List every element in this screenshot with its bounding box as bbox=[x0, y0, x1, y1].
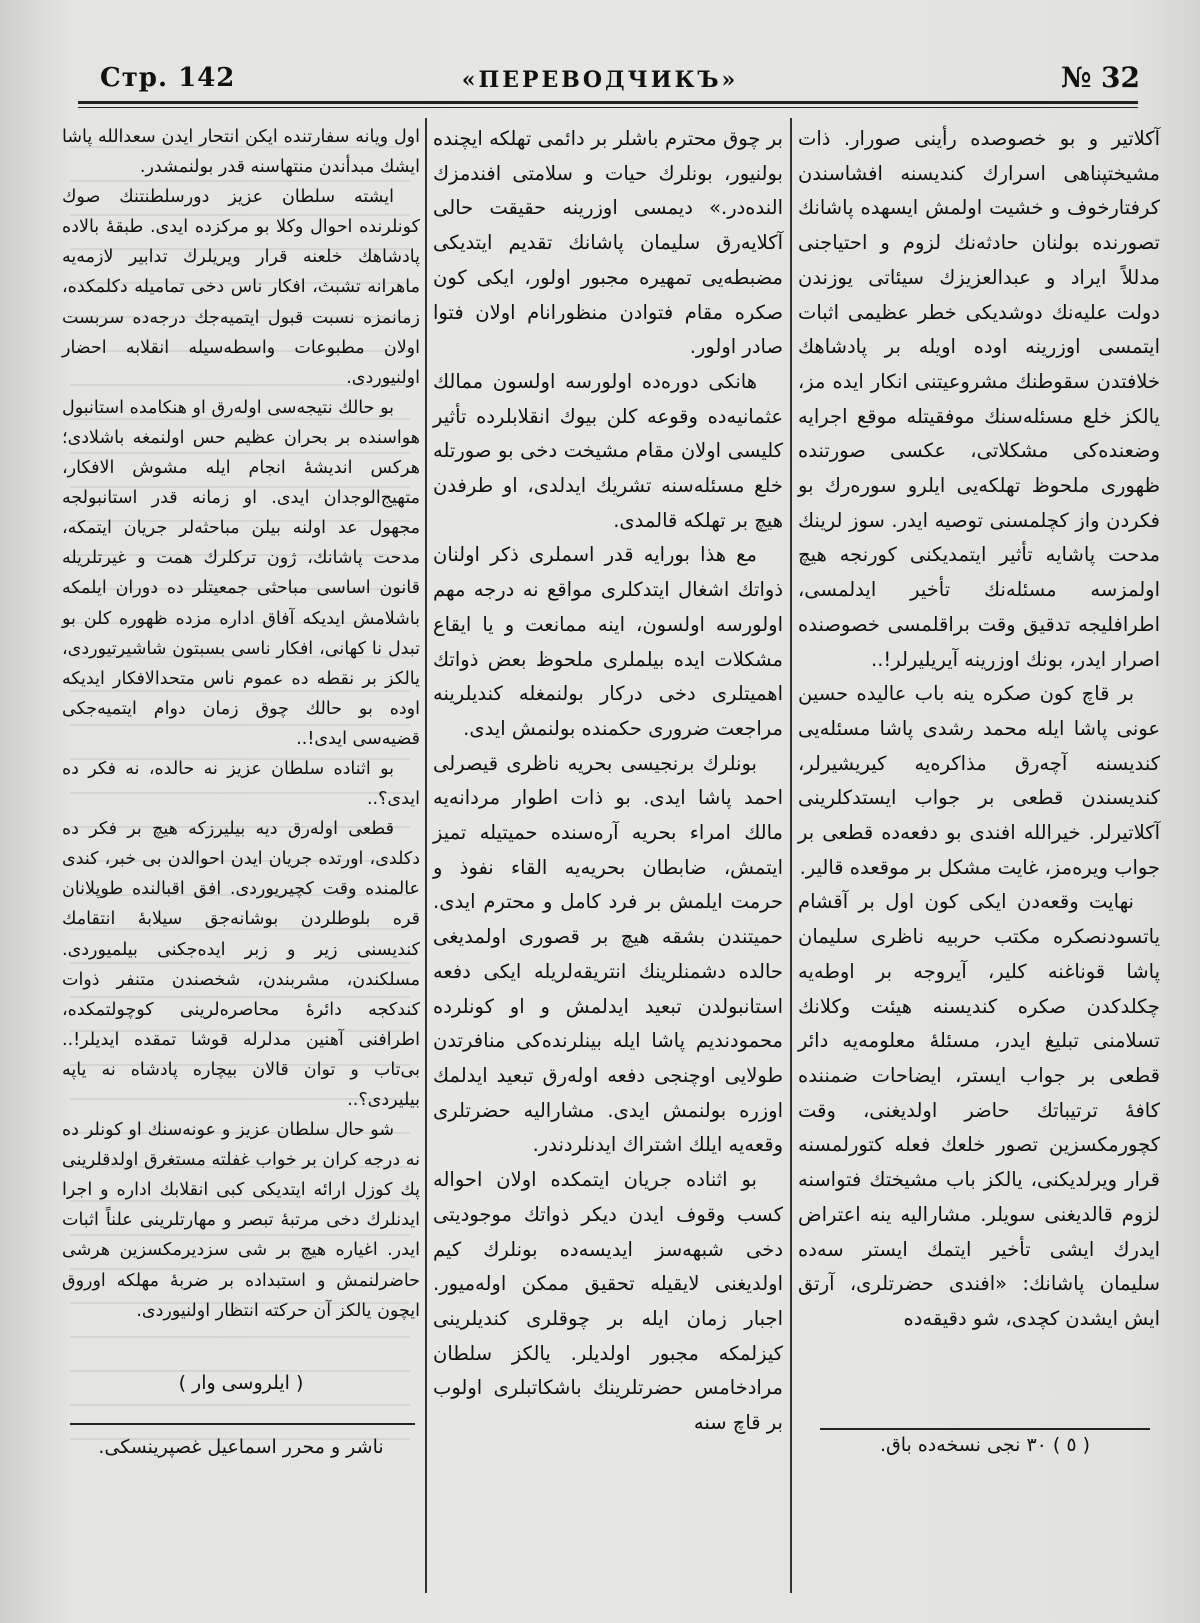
paragraph: ایشته سلطان عزیز دورسلطنتنك صوك کونلرنده احوال وکلا بو مرکزده ایدی. طبقهٔ بالاده پادشاهك خلعنه قرار ویریلرك تدابیر لازمه‌یه ماهرانه تشبث، افکار ناس دخی تمامیله دکلمکده، زمانمزه نسبت قبول ایتمیه‌جك درجه‌ده سربست اولان مطبوعات واسطه‌سیله انقلابه احضار اولنیوردی. bbox=[62, 187, 420, 388]
paragraph: اول ویانه سفارتنده ایکن انتحار ایدن سعدالله پاشا ایشك مبدأندن منتهاسنه قدر بولنمشدر. bbox=[62, 127, 420, 178]
issue-number: № 32 bbox=[1060, 61, 1140, 94]
column-divider-left bbox=[425, 118, 427, 1593]
newspaper-title: «ПЕРЕВОДЧИКЪ» bbox=[461, 67, 739, 93]
paragraph: قطعی اوله‌رق دیه بیلیرزکه هیچ بر فکر ده دکلدی، اورتده جریان ایدن احوالدن بی خبر، کندی عالمنده وقت کچیریوردی. افق اقبالنده طوپلانان قره بلوطلردن بوشانه‌جق سیلابهٔ انتقامك کندیسنی زیر و زبر ایده‌جکنی بیلمیوردی. مسلکندن، مشربندن، شخصندن متنفر ذوات کندکجه دائرهٔ محاصره‌لرینی کوچولتمکده، اطرافنی آهنین مدلرله قوشا تمقده ایدیلر!.. بی‌تاب و توان قالان بیچاره پادشاه نه یاپه بیلیردی؟.. bbox=[62, 819, 420, 1110]
header-rule-top bbox=[78, 101, 1138, 104]
paragraph: هانکی دوره‌ده اولورسه اولسون ممالك عثمانیه‌ده وقوعه کلن بیوك انقلابلرده تأثیر کلیسی اولان مقام مشیخت دخی بو صورتله خلع مسئله‌سنه تشریك ایدلدی، او طرفدن هیچ بر تهلکه قالمدی. bbox=[433, 369, 783, 532]
header-rule-bottom bbox=[78, 107, 1138, 108]
footnote: ( ٥ ) ٣٠ نجی نسخه‌ده باق. bbox=[879, 1434, 1091, 1456]
column-divider-right bbox=[790, 118, 792, 1593]
paragraph: بو اثناده سلطان عزیز نه حالده، نه فکر ده ایدی؟.. bbox=[62, 758, 420, 810]
paragraph: بو حالك نتیجه‌سی اوله‌رق او هنکامده استانبول هواسنده بر بحران عظیم حس اولنمغه باشلادی؛ هرکس اندیشهٔ انجام ایله مشوش الافکار، متهیج‌الوجدان ایدی. او زمانه قدر استانبولجه مجهول عد اولنه بیلن مباحثه‌لر جریان ایتمکه، مدحت پاشانك، ژون ترکلرك همت و غیرتلریله قانون اساسی مباحثی جمعیتلر ده دوران ایلمکه باشلامش ایدیکه آفاق اداره مزده ظهوره کلن بو تبدل نا کهانی، افکار ناسی بسبتون شاشیرتیوردی، یالکز بر نقطه ده عموم ناس متحدالافکار ایدیکه اوده بو حالك چوق زمان دوام ایتمیه‌جکی قضیه‌سی ایدی!.. bbox=[62, 397, 420, 749]
page-header bbox=[0, 55, 1200, 105]
page-number: Стр. 142 bbox=[100, 63, 236, 93]
paragraph: آکلاتیر و بو خصوصده رأینی صورار. ذات مشیختپناهی اسرارك کندیسنه افشاسندن کرفتارخوف و خشیت اولمش ایسهده پاشانك تصورنده بولنان حادثه‌نك لزوم و احتیاجنی مدللاً ایراد و عبدالعزیزك سیئاتی یوزندن دولت علیه‌نك دوشدیکی خطر عظیمی اثبات ایتمسی اوزرینه اوده اویله بر پادشاهك خلافتدن سقوطنك مشروعیتنی انکار ایده مز، یالکز خلع مسئله‌سنك موفقیتله موقع اجرایه وضعنده‌کی مشکلاتی، عکسی صورتنده ظهوری ملحوظ تهلکه‌یی ایلرو سوره‌رك بو فکردن واز کچلمسنی توصیه ایدر. سوز لرینك مدحت پاشایه تأثیر ایتمدیکنی کورنجه هیچ اولمزسه مسئله‌نك تأخیر ایدلمسی، اطرافلیجه تدقیق وقت براقلمسی خصوصنده اصرار ایدر، بونك اوزرینه آیریلیرلر!.. bbox=[798, 127, 1160, 671]
footer-rule bbox=[70, 1423, 415, 1425]
paragraph: بو اثناده جریان ایتمکده اولان احواله کسب وقوف ایدن دیکر ذواتك موجودیتی دخی شبهه‌سز ایدیسه‌ده بونلرك کیم اولدیغنی لایقیله تحقیق ممکن اوله‌میور. اجبار زمان ایله بر چوقلری کندیلرینی کیزلمکه مجبور اولدیلر. یالکز سلطان مرادخامس حضرتلرینك باشکاتبلری اولوب بر قاچ سنه bbox=[433, 1168, 783, 1435]
footnote-rule bbox=[820, 1428, 1150, 1430]
column-middle bbox=[433, 122, 783, 1441]
paragraph: شو حال سلطان عزیز و عونه‌سنك او کونلر ده نه درجه کران بر خواب غفلته مستغرق اولدقلرینی پك کوزل ارائه ایتدیکی کبی انقلابك اداره و اجرا ایدنلرك دخی مرتبهٔ تبصر و مهارتلرینی علناً اثبات ایدر. اغیاره هیچ بر شی سزدیرمکسزین هرشی حاضرلنمش و استبداده بر ضربهٔ مهلکه اوروق ایچون یالکز آن حرکته انتظار اولنیوردی. bbox=[62, 1120, 420, 1321]
paragraph: بونلرك برنجیسی بحریه ناظری قیصرلی احمد پاشا ایدی. بو ذات اطوار مردانه‌یه مالك امراء بحریه آره‌سنده حمیتیله تمیز ایتمش، ضابطان بحریه‌یه القاء نفوذ و حرمت ایلمش بر فرد کامل و محترم ایدی. حمیتندن بشقه هیچ بر قصوری اولمدیغی حالده دشمنلرینك انتریقه‌لریله ایکی دفعه استانبولدن تبعید ایدلمش و او کونلرده محمودندیم پاشا ایله بینلرنده‌کی منافرتدن طولایی اوچنجی دفعه اوله‌رق تبعید ایدلمك اوزره بولنمش ایدی. مشارالیه حضرتلری وقعه‌یه ایلك اشتراك ایدنلردندر. bbox=[433, 751, 783, 1157]
paragraph: بر قاچ کون صکره ینه باب عالیده حسین عونی پاشا ایله محمد رشدی پاشا مسئله‌یی کندیسنه آچه‌رق مذاکره‌یه کیریشیرلر، کندیسندن قطعی بر جواب ایستدکلرینی آکلاتیرلر. خیرالله افندی بو دفعه‌ده قطعی بر جواب ویره‌مز، غایت مشکل بر موقعده قالیر. bbox=[798, 682, 1160, 879]
to-be-continued: ( ایلروسی وار ) bbox=[178, 1372, 304, 1394]
paragraph: بر چوق محترم باشلر بر دائمی تهلکه ایچنده بولنیور، بونلرك حیات و سلامتی افندمزك النده‌در.» دیمسی اوزرینه حقیقت حالی آکلایه‌رق سلیمان پاشانك تقدیم ایتدیکی مضبطه‌یی تمهیره مجبور اولور، ایکی کون صکره مقام فتوادن منظورانام اولان فتوا صادر اولور. bbox=[433, 127, 783, 359]
paragraph: مع هذا بورایه قدر اسملری ذکر اولنان ذواتك اشغال ایتدکلری مواقع نه درجه مهم اولورسه اولسون، اینه ممانعت و یا ایقاع مشکلات ایده بیلملری ملحوظ بعض ذواتك اهمیتلری دخی درکار بولنمغله کندیلرینه مراجعت ضروری حکمنده بولنمش ایدی. bbox=[433, 543, 783, 740]
column-right bbox=[798, 122, 1160, 1337]
column-left bbox=[62, 122, 420, 1326]
publisher-line: ناشر و محرر اسماعیل غصپرینسکی. bbox=[98, 1436, 384, 1458]
paragraph: نهایت وقعه‌دن ایکی کون اول بر آقشام یاتسودنصکره مکتب حربیه ناظری سلیمان پاشا قوناغنه کلیر، آیروجه بر اوطه‌یه چکلدکدن صکره کندیسنه هیئت وکلانك تسلامنی تبلیغ ایدر، مسئلهٔ معلومه‌یه دائر قطعی بر جواب ایستر، ایضاحات ضمننده کافهٔ ترتیباتك حاضر اولدیغنی، وقت کچورمکسزین تصور خلعك فعله کتورلمسنه قرار ویرلدیکنی، یالکز باب مشیختك فتواسنه لزوم قالدیغنی سویلر. مشارالیه ینه اعتراض ایدرك ایشی تأخیر ایتمك ایستر سه‌ده سلیمان پاشانك: «افندی حضرتلری، آرتق ایش ایشدن کچدی، شو دقیقه‌ده bbox=[798, 890, 1160, 1330]
